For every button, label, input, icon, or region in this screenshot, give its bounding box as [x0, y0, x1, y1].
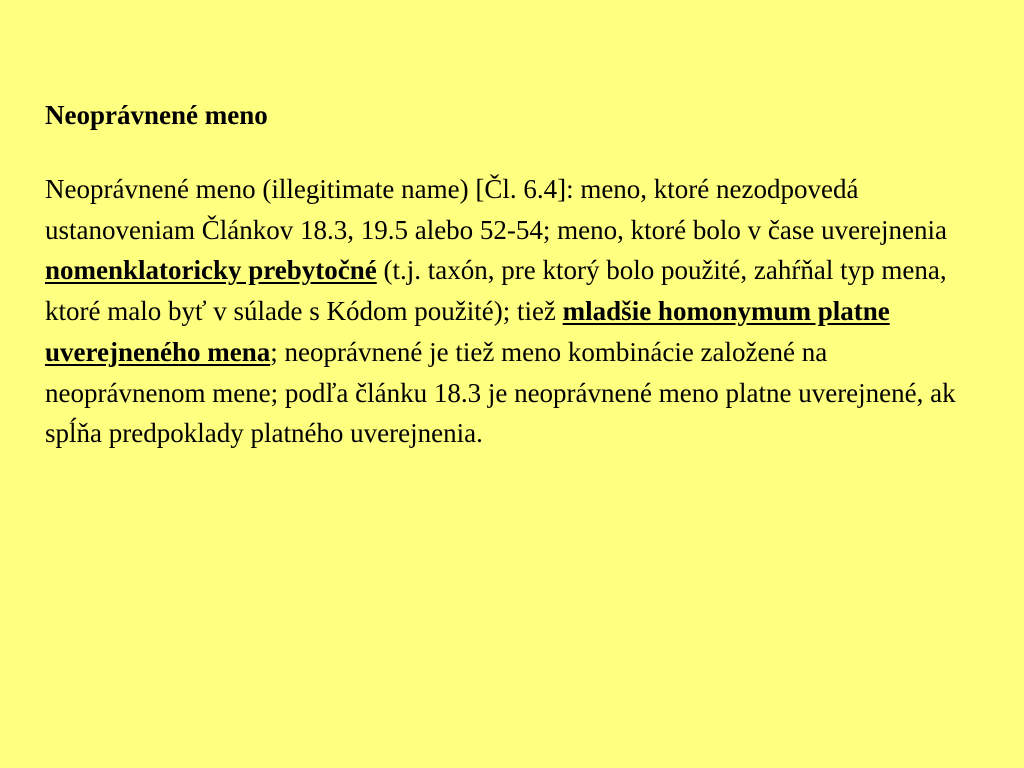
paragraph-text-3: ; neoprávnené je tiež meno kombinácie založené na neoprávnenom mene; podľa článku 18.3 je neoprávnené meno platne uverejnené, ak spĺňa predpoklady platného uverejnenia.: [45, 336, 956, 449]
term-nomenklatoricky-prebytocne[interactable]: nomenklatoricky prebytočné: [45, 255, 377, 286]
paragraph-text-2: (t.j. taxón, pre ktorý bolo použité, zahŕňal typ mena, ktoré malo byť v súlade s Kódom použité); tiež: [45, 255, 947, 327]
slide-content: [45, 95, 975, 454]
term-mladsie-homonymum[interactable]: mladšie homonymum platne uverejneného mena: [45, 296, 890, 367]
paragraph-text-1: Neoprávnené meno (illegitimate name) [Čl. 6.4]: meno, ktoré nezodpovedá ustanoveniam Článkov 18.3, 19.5 alebo 52-54; meno, ktoré bolo v čase uverejnenia: [45, 174, 948, 245]
definition-paragraph: [45, 169, 975, 454]
slide-title: Neoprávnené meno: [45, 100, 268, 130]
